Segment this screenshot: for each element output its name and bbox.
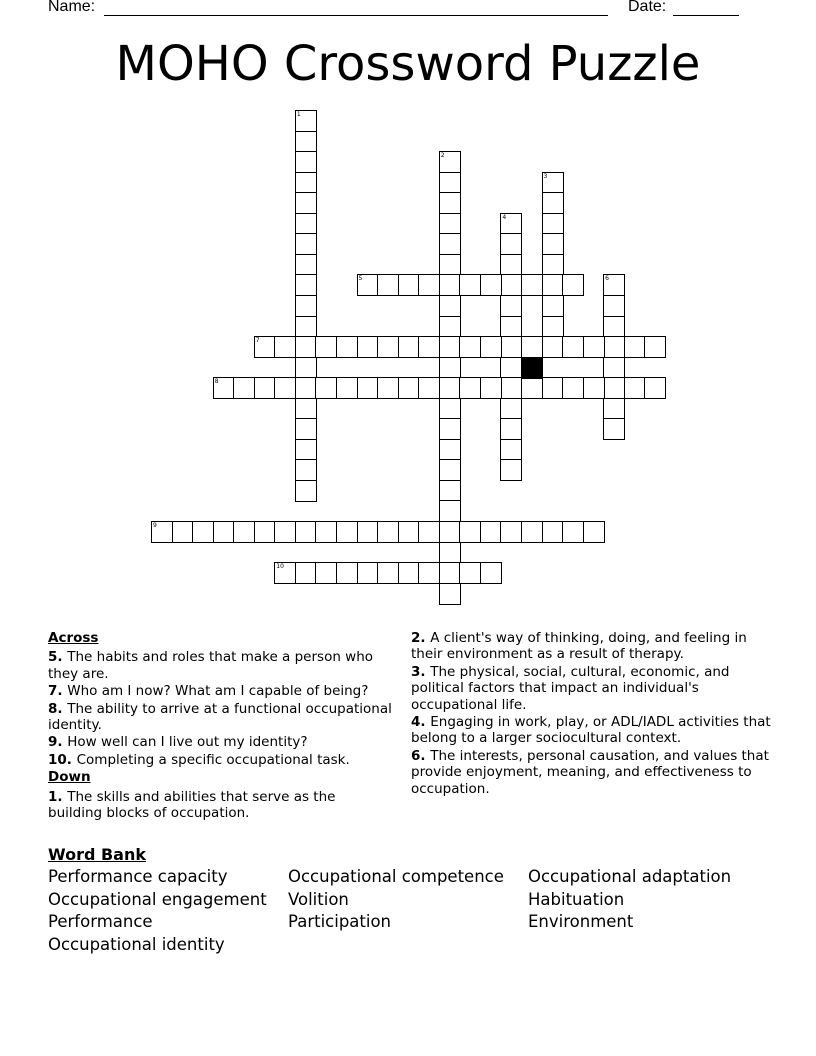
clue-text: The skills and abilities that serve as the building blocks of occupation. <box>48 788 336 822</box>
cell-number: 7 <box>255 337 260 345</box>
grid-cell[interactable] <box>500 357 522 379</box>
grid-cell[interactable] <box>357 377 379 399</box>
clue <box>48 649 393 682</box>
grid-cell[interactable] <box>295 151 317 173</box>
clue-number: 3. <box>411 663 431 680</box>
grid-cell[interactable] <box>398 336 420 358</box>
date-label: Date: <box>628 0 667 15</box>
grid-cell[interactable] <box>357 521 379 543</box>
word-bank-item: Performance capacity <box>48 867 228 886</box>
grid-cell[interactable] <box>439 377 461 399</box>
grid-cell[interactable] <box>562 274 584 296</box>
grid-cell[interactable] <box>377 377 399 399</box>
across-heading: Across <box>48 630 99 646</box>
grid-cell[interactable] <box>542 274 564 296</box>
grid-cell[interactable] <box>542 336 564 358</box>
grid-cell[interactable] <box>213 377 235 399</box>
grid-cell[interactable] <box>644 377 666 399</box>
grid-cell[interactable] <box>480 562 502 584</box>
clue <box>411 714 771 747</box>
grid-cell[interactable] <box>542 521 564 543</box>
grid-cell[interactable] <box>295 213 317 235</box>
grid-cell[interactable] <box>459 377 481 399</box>
cell-number: 5 <box>358 275 363 283</box>
grid-cell[interactable] <box>295 110 317 132</box>
grid-cell[interactable] <box>377 336 399 358</box>
grid-cell[interactable] <box>439 562 461 584</box>
grid-cell[interactable] <box>480 521 502 543</box>
clue-number: 7. <box>48 683 68 700</box>
grid-cell[interactable] <box>603 336 625 358</box>
grid-cell[interactable] <box>151 521 173 543</box>
grid-cell[interactable] <box>644 336 666 358</box>
grid-cell[interactable] <box>542 316 564 338</box>
grid-cell[interactable] <box>459 562 481 584</box>
grid-cell[interactable] <box>439 151 461 173</box>
grid-cell[interactable] <box>336 336 358 358</box>
word-bank <box>48 866 788 957</box>
grid-cell[interactable] <box>439 295 461 317</box>
grid-cell[interactable] <box>439 480 461 502</box>
grid-cell[interactable] <box>521 521 543 543</box>
grid-cell[interactable] <box>439 418 461 440</box>
grid-cell[interactable] <box>315 562 337 584</box>
grid-cell[interactable] <box>336 377 358 399</box>
grid-cell[interactable] <box>418 336 440 358</box>
cell-number: 4 <box>502 213 507 221</box>
grid-cell[interactable] <box>500 316 522 338</box>
grid-cell[interactable] <box>295 562 317 584</box>
grid-cell[interactable] <box>295 336 317 358</box>
grid-cell[interactable] <box>439 500 461 522</box>
grid-cell[interactable] <box>562 521 584 543</box>
grid-cell[interactable] <box>357 336 379 358</box>
grid-cell[interactable] <box>439 316 461 338</box>
grid-cell[interactable] <box>295 295 317 317</box>
grid-cell[interactable] <box>295 254 317 276</box>
grid-cell[interactable] <box>603 316 625 338</box>
clue-text: A client's way of thinking, doing, and feeling in their environment as a result of therapy. <box>411 630 747 663</box>
clue-number: 5. <box>48 649 68 666</box>
down-clue-list-right <box>411 630 771 797</box>
grid-cell[interactable] <box>500 254 522 276</box>
grid-cell[interactable] <box>295 439 317 461</box>
grid-cell[interactable] <box>583 521 605 543</box>
grid-cell[interactable] <box>357 274 379 296</box>
grid-cell[interactable] <box>439 172 461 194</box>
grid-cell[interactable] <box>295 172 317 194</box>
grid-cell[interactable] <box>480 377 502 399</box>
grid-cell[interactable] <box>233 377 255 399</box>
grid-cell[interactable] <box>542 172 564 194</box>
down-heading: Down <box>48 769 91 786</box>
cell-number: 6 <box>605 275 609 283</box>
grid-cell[interactable] <box>377 521 399 543</box>
grid-cell[interactable] <box>542 192 564 214</box>
clue-text: The habits and roles that make a person who they are. <box>48 649 374 682</box>
grid-cell[interactable] <box>542 213 564 235</box>
grid-cell[interactable] <box>274 336 296 358</box>
grid-cell[interactable] <box>542 295 564 317</box>
grid-cell[interactable] <box>500 459 522 481</box>
grid-cell[interactable] <box>500 377 522 399</box>
word-bank-title: Word Bank <box>48 845 147 864</box>
grid-cell[interactable] <box>500 439 522 461</box>
clue-text: The ability to arrive at a functional occupational identity. <box>48 700 392 734</box>
grid-cell[interactable] <box>562 336 584 358</box>
word-bank-item: Participation <box>288 912 392 932</box>
grid-cell[interactable] <box>439 439 461 461</box>
grid-cell[interactable] <box>624 336 646 358</box>
grid-cell[interactable] <box>500 418 522 440</box>
clue-number: 4. <box>411 714 431 731</box>
clue-number: 6. <box>411 747 431 764</box>
grid-cell[interactable] <box>274 521 296 543</box>
grid-cell[interactable] <box>274 562 296 584</box>
grid-cell[interactable] <box>398 521 420 543</box>
grid-cell[interactable] <box>357 562 379 584</box>
across-clue-list <box>48 649 393 768</box>
grid-cell[interactable] <box>439 254 461 276</box>
grid-cell[interactable] <box>459 336 481 358</box>
grid-cell[interactable] <box>521 377 543 399</box>
black-cell <box>521 357 543 379</box>
cell-number: 3 <box>543 172 548 180</box>
clue-text: How well can I live out my identity? <box>67 734 308 751</box>
grid-cell[interactable] <box>500 521 522 543</box>
grid-cell[interactable] <box>254 521 276 543</box>
grid-cell[interactable] <box>336 562 358 584</box>
clue-number: 2. <box>411 630 431 646</box>
word-bank-item: Occupational competence <box>288 867 504 886</box>
grid-cell[interactable] <box>603 398 625 420</box>
grid-cell[interactable] <box>439 336 461 358</box>
grid-cell[interactable] <box>500 213 522 235</box>
grid-cell[interactable] <box>213 521 235 543</box>
grid-cell[interactable] <box>295 480 317 502</box>
grid-cell[interactable] <box>439 213 461 235</box>
cell-number: 9 <box>153 522 157 529</box>
cell-number: 2 <box>440 152 445 160</box>
grid-cell[interactable] <box>521 336 543 358</box>
grid-cell[interactable] <box>418 521 440 543</box>
grid-cell[interactable] <box>583 377 605 399</box>
grid-cell[interactable] <box>439 521 461 543</box>
grid-cell[interactable] <box>295 131 317 153</box>
grid-cell[interactable] <box>500 336 522 358</box>
grid-cell[interactable] <box>439 583 461 605</box>
grid-cell[interactable] <box>459 274 481 296</box>
grid-cell[interactable] <box>398 377 420 399</box>
grid-cell[interactable] <box>603 418 625 440</box>
grid-cell[interactable] <box>439 192 461 214</box>
word-bank-item: Occupational adaptation <box>528 867 732 886</box>
page-title: MOHO Crossword Puzzle <box>115 36 701 92</box>
grid-cell[interactable] <box>500 295 522 317</box>
grid-cell[interactable] <box>500 274 522 296</box>
grid-cell[interactable] <box>418 274 440 296</box>
down-clue-list-left <box>48 789 393 822</box>
clues-left-column <box>48 630 393 822</box>
clue <box>411 630 771 663</box>
grid-cell[interactable] <box>521 274 543 296</box>
clue-number: 1. <box>48 788 68 805</box>
grid-cell[interactable] <box>439 357 461 379</box>
grid-cell[interactable] <box>418 562 440 584</box>
clue <box>48 789 393 822</box>
word-bank-item: Habituation <box>528 889 625 909</box>
grid-cell[interactable] <box>603 295 625 317</box>
grid-cell[interactable] <box>295 398 317 420</box>
grid-cell[interactable] <box>439 459 461 481</box>
clue-text: The physical, social, cultural, economic, and political factors that impact an individual's occupational life. <box>411 663 730 713</box>
grid-cell[interactable] <box>254 336 276 358</box>
grid-cell[interactable] <box>439 233 461 255</box>
grid-cell[interactable] <box>377 274 399 296</box>
grid-cell[interactable] <box>480 274 502 296</box>
grid-cell[interactable] <box>439 398 461 420</box>
grid-cell[interactable] <box>398 274 420 296</box>
clue <box>48 752 393 768</box>
grid-cell[interactable] <box>439 542 461 564</box>
grid-cell[interactable] <box>562 377 584 399</box>
word-bank-item: Environment <box>528 912 634 932</box>
grid-cell[interactable] <box>542 377 564 399</box>
grid-cell[interactable] <box>295 377 317 399</box>
grid-cell[interactable] <box>315 336 337 358</box>
clue-number: 10. <box>48 751 77 768</box>
word-bank-item: Performance <box>48 912 153 932</box>
clue-number: 9. <box>48 734 68 751</box>
name-label: Name: <box>48 0 96 15</box>
grid-cell[interactable] <box>295 192 317 214</box>
grid-cell[interactable] <box>295 459 317 481</box>
grid-cell[interactable] <box>295 316 317 338</box>
word-bank-item: Occupational identity <box>48 935 225 955</box>
word-bank-item: Volition <box>288 889 349 909</box>
clue-number: 8. <box>48 700 68 717</box>
grid-cell[interactable] <box>336 521 358 543</box>
grid-cell[interactable] <box>624 377 646 399</box>
grid-cell[interactable] <box>418 377 440 399</box>
grid-cell[interactable] <box>254 377 276 399</box>
cell-number: 1 <box>296 111 301 118</box>
clue <box>411 748 771 797</box>
grid-cell[interactable] <box>274 377 296 399</box>
grid-cell[interactable] <box>603 274 625 296</box>
clues-right-column <box>411 630 771 798</box>
grid-cell[interactable] <box>459 521 481 543</box>
word-bank-item: Occupational engagement <box>48 889 267 909</box>
clue-text: Who am I now? What am I capable of being? <box>67 683 369 700</box>
grid-cell[interactable] <box>377 562 399 584</box>
grid-cell[interactable] <box>295 357 317 379</box>
grid-cell[interactable] <box>500 233 522 255</box>
grid-cell[interactable] <box>295 418 317 440</box>
grid-cell[interactable] <box>315 377 337 399</box>
clue <box>48 734 393 750</box>
grid-cell[interactable] <box>172 521 194 543</box>
grid-cell[interactable] <box>398 562 420 584</box>
grid-cell[interactable] <box>295 274 317 296</box>
grid-cell[interactable] <box>542 254 564 276</box>
cell-number: 8 <box>214 378 219 386</box>
grid-cell[interactable] <box>439 274 461 296</box>
clue-text: The interests, personal causation, and values that provide enjoyment, meaning, and effectiveness to occupation. <box>411 747 769 797</box>
cell-number: 10 <box>276 563 284 571</box>
clue <box>411 664 771 713</box>
clue-text: Completing a specific occupational task. <box>76 751 350 768</box>
grid-cell[interactable] <box>192 521 214 543</box>
grid-cell[interactable] <box>315 521 337 543</box>
grid-cell[interactable] <box>603 377 625 399</box>
clue <box>48 683 393 699</box>
grid-cell[interactable] <box>500 398 522 420</box>
grid-cell[interactable] <box>295 521 317 543</box>
grid-cell[interactable] <box>233 521 255 543</box>
grid-cell[interactable] <box>542 233 564 255</box>
clue <box>48 701 393 734</box>
grid-cell[interactable] <box>583 336 605 358</box>
grid-cell[interactable] <box>480 336 502 358</box>
grid-cell[interactable] <box>603 357 625 379</box>
clue-text: Engaging in work, play, or ADL/IADL activities that belong to a larger sociocultural context. <box>411 714 771 747</box>
grid-cell[interactable] <box>295 233 317 255</box>
